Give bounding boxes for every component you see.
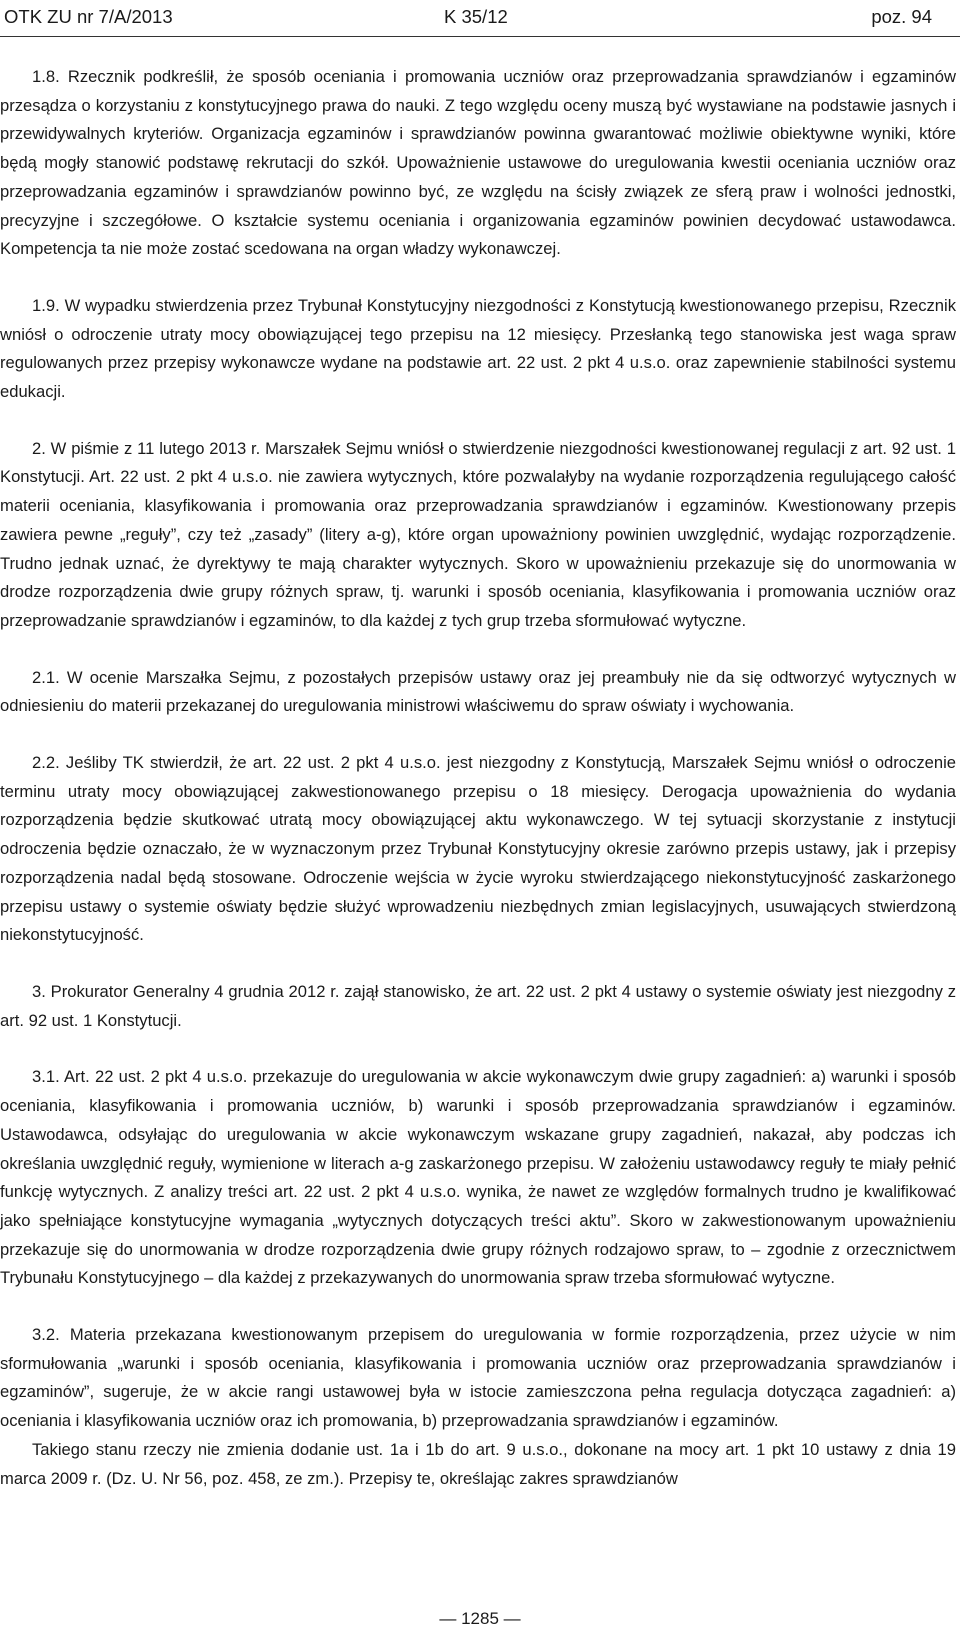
- item-position: poz. 94: [871, 6, 932, 27]
- paragraph-2-1: 2.1. W ocenie Marszałka Sejmu, z pozostałych przepisów ustawy oraz jej preambuły nie da się odtworzyć wytycznych w odniesieniu do materii przekazanej do uregulowania ministrowi właściwemu do spraw oświaty i wychowania.: [0, 667, 956, 716]
- paragraph-3-1: 3.1. Art. 22 ust. 2 pkt 4 u.s.o. przekazuje do uregulowania w akcie wykonawczym dwie grupy zagadnień: a) warunki i sposób oceniania, klasyfikowania i promowania uczniów, b) warunki i sposób przeprowadzania sprawdzianów i egzaminów. Ustawodawca, odsyłając do uregulowania w akcie wykonawczym wskazane grupy zagadnień, nakazał, aby podczas ich określania uwzględnić reguły, wymienione w literach a-g zaskarżonego przepisu. W założeniu ustawodawcy reguły te miały pełnić funkcję wytycznych. Z analizy treści art. 22 ust. 2 pkt 4 u.s.o. wynika, że nawet ze względów formalnych trudno je kwalifikować jako spełniające konstytucyjne wymagania „wytycznych dotyczących treści aktu”. Skoro w zakwestionowanym upoważnieniu przekazuje się do unormowania w drodze rozporządzenia dwie grupy różnych rodzajowo spraw, to – zgodnie z orzecznictwem Trybunału Konstytucyjnego – dla każdej z przekazywanych do unormowania spraw trzeba sformułować wytyczne.: [0, 1067, 956, 1288]
- publication-title: OTK ZU nr 7/A/2013: [4, 6, 173, 27]
- page-number: — 1285 —: [439, 1609, 521, 1628]
- paragraph-1-9: 1.9. W wypadku stwierdzenia przez Trybunał Konstytucyjny niezgodności z Konstytucją kwestionowanego przepisu, Rzecznik wniósł o odroczenie utraty mocy obowiązującej tego przepisu na 12 miesięcy. Przesłanką tego stanowiska jest waga spraw regulowanych przez przepisy wykonawcze wydane na podstawie art. 22 ust. 2 pkt 4 u.s.o. oraz zapewnienie stabilności systemu edukacji.: [0, 295, 956, 402]
- paragraph-continuation: Takiego stanu rzeczy nie zmienia dodanie ust. 1a i 1b do art. 9 u.s.o., dokonane na mocy art. 1 pkt 10 ustawy z dnia 19 marca 2009 r. (Dz. U. Nr 56, poz. 458, ze zm.). Przepisy te, określając zakres sprawdzianów: [0, 1439, 956, 1488]
- paragraph-3-2: 3.2. Materia przekazana kwestionowanym przepisem do uregulowania w formie rozporządzenia, przez użycie w nim sformułowania „warunki i sposób oceniania, klasyfikowania i promowania uczniów oraz przeprowadzania sprawdzianów i egzaminów”, sugeruje, że w akcie rangi ustawowej była w istocie zamieszczona pełna regulacja dotycząca zagadnień: a) oceniania i klasyfikowania uczniów oraz ich promowania, b) przeprowadzania sprawdzianów i egzaminów.: [0, 1325, 956, 1431]
- page-header: [0, 0, 960, 34]
- case-number: K 35/12: [444, 6, 508, 27]
- paragraph-1-8: 1.8. Rzecznik podkreślił, że sposób oceniania i promowania uczniów oraz przeprowadzania sprawdzianów i egzaminów przesądza o korzystaniu z konstytucyjnego prawa do nauki. Z tego względu oceny muszą być wystawiane na podstawie jasnych i przewidywalnych kryteriów. Organizacja egzaminów i sprawdzianów powinna gwarantować możliwie obiektywne wyniki, które będą mogły stanowić podstawę rekrutacji do szkół. Upoważnienie ustawowe do uregulowania kwestii oceniania uczniów oraz przeprowadzania egzaminów i sprawdzianów powinno być, ze względu na ścisły związek ze sferą praw i wolności jednostki, precyzyjne i szczegółowe. O kształcie systemu oceniania i organizowania egzaminów powinien decydować ustawodawca. Kompetencja ta nie może zostać scedowana na organ władzy wykonawczej.: [0, 67, 956, 259]
- paragraph-3: 3. Prokurator Generalny 4 grudnia 2012 r. zajął stanowisko, że art. 22 ust. 2 pkt 4 ustawy o systemie oświaty jest niezgodny z art. 92 ust. 1 Konstytucji.: [0, 981, 956, 1030]
- paragraph-2-2: 2.2. Jeśliby TK stwierdził, że art. 22 ust. 2 pkt 4 u.s.o. jest niezgodny z Konstytucją, Marszałek Sejmu wniósł o odroczenie terminu utraty mocy obowiązującej zakwestionowanego przepisu o 18 miesięcy. Derogacja upoważnienia do wydania rozporządzenia będzie skutkować utratą mocy obowiązującej aktu wykonawczego. W tej sytuacji skorzystanie z instytucji odroczenia będzie oznaczało, że w wyznaczonym przez Trybunał Konstytucyjny okresie zarówno przepis ustawy, jak i przepisy rozporządzenia nadal będą stosowane. Odroczenie wejścia w życie wyroku stwierdzającego niekonstytucyjność zaskarżonego przepisu ustawy o systemie oświaty będzie służyć wprowadzeniu niezbędnych zmian legislacyjnych, usuwających stwierdzoną niekonstytucyjność.: [0, 753, 956, 945]
- header-rule: [0, 36, 960, 37]
- paragraph-2: 2. W piśmie z 11 lutego 2013 r. Marszałek Sejmu wniósł o stwierdzenie niezgodności kwestionowanej regulacji z art. 92 ust. 1 Konstytucji. Art. 22 ust. 2 pkt 4 u.s.o. nie zawiera wytycznych, które pozwalałyby na wydanie rozporządzenia regulującego całość materii oceniania, klasyfikowania i promowania oraz przeprowadzania sprawdzianów i egzaminów. Kwestionowany przepis zawiera pewne „reguły”, czy też „zasady” (litery a-g), które organ upoważniony powinien uwzględnić, wydając rozporządzenie. Trudno jednak uznać, że dyrektywy te mają charakter wytycznych. Skoro w upoważnieniu przekazuje się do unormowania w drodze rozporządzenia dwie grupy różnych spraw, tj. warunki i sposób oceniania, klasyfikowania i promowania uczniów oraz przeprowadzanie sprawdzianów i egzaminów, to dla każdej z tych grup trzeba sformułować wytyczne.: [0, 438, 956, 630]
- document-body: [0, 63, 956, 1493]
